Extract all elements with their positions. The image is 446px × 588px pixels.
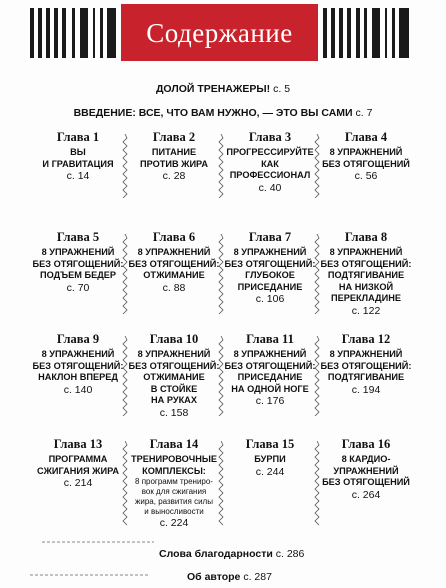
chapter-title-line: НАКЛОН ВПЕРЕД [38,372,118,382]
chapter-title-line: 8 УПРАЖНЕНИЙ [137,247,211,257]
column-divider [122,441,128,527]
toc-entry-chapter-13[interactable] [30,437,126,490]
chapter-title-line: ПРИСЕДАНИЕ [237,281,303,292]
chapter-title-line: ПОДТЯГИВАНИЕ [327,372,405,382]
chapter-title-line: БЕЗ ОТЯГОЩЕНИЙ: [224,360,316,371]
column-divider [122,336,128,416]
chapter-title-line: КОМПЛЕКСЫ: [142,465,206,476]
chapter-title-line: НА НИЗКОЙ [338,281,394,292]
chapter-page: с. 264 [351,488,381,501]
chapter-page: с. 224 [159,517,189,529]
chapter-title [318,147,414,170]
chapter-title-line: 8 УПРАЖНЕНИЙ [41,349,115,359]
toc-entry-about-author[interactable] [187,571,272,584]
chapter-page: с. 122 [351,304,381,317]
chapter-title-line: СЖИГАНИЯ ЖИРА [36,465,120,476]
chapter-title [222,247,318,293]
entry-page: с. 5 [273,83,291,95]
toc-entry-chapter-10[interactable] [126,332,222,420]
column-divider [218,441,224,527]
chapter-title-line: ПИТАНИЕ [151,147,197,157]
chapter-heading: Глава 8 [344,230,388,244]
entry-label: ВВЕДЕНИЕ: ВСЕ, ЧТО ВАМ НУЖНО, — ЭТО ВЫ САМИ [73,107,353,119]
chapter-title-line: 8 УПРАЖНЕНИЙ [233,247,307,257]
toc-entry-chapter-1[interactable] [30,130,126,183]
chapter-heading: Глава 9 [56,332,100,346]
toc-entry-chapter-7[interactable] [222,230,318,306]
chapter-subtitle-line: вок для сжигания [141,487,207,496]
toc-entry-chapter-14[interactable] [126,437,222,530]
toc-entry-foreword[interactable] [0,83,446,96]
column-divider [122,134,128,198]
chapter-heading: Глава 13 [53,437,103,451]
chapter-page: с. 88 [162,281,186,294]
column-divider [218,336,224,416]
entry-page: с. 7 [355,107,373,119]
toc-entry-introduction[interactable] [0,107,446,120]
chapter-title-line: ПОДТЯГИВАНИЕ [327,270,405,280]
chapter-page: с. 28 [162,170,186,182]
chapter-heading: Глава 1 [56,130,100,144]
chapter-heading: Глава 5 [56,230,100,244]
chapter-title-line: БЕЗ ОТЯГОЩЕНИЙ: [320,258,412,269]
chapter-title-line: 8 УПРАЖНЕНИЙ [329,247,403,257]
chapter-title-line: 8 УПРАЖНЕНИЙ [329,349,403,359]
chapter-title-line: ПОДЪЕМ БЕДЕР [39,270,117,280]
chapter-title-line: 8 КАРДИО- [341,454,391,464]
chapter-title-line: БЕЗ ОТЯГОЩЕНИЙ: [128,360,220,371]
chapter-title [222,349,318,395]
chapter-title-line: ГЛУБОКОЕ [245,270,295,280]
chapter-subtitle [126,477,222,517]
chapter-title-line: БЕЗ ОТЯГОЩЕНИЙ [322,477,410,487]
toc-entry-chapter-6[interactable] [126,230,222,295]
chapter-title [126,454,222,477]
chapter-title-line: БЕЗ ОТЯГОЩЕНИЙ: [320,360,412,371]
chapter-title-line: ПРОГРЕССИРУЙТЕ [226,147,314,157]
chapter-title [30,349,126,384]
chapter-title-line: УПРАЖНЕНИЙ [333,465,399,476]
chapter-title-line: 8 УПРАЖНЕНИЙ [233,349,307,359]
chapter-title-line: БЕЗ ОТЯГОЩЕНИЙ [322,158,410,169]
chapter-title-line: БЕЗ ОТЯГОЩЕНИЙ: [128,258,220,269]
chapter-heading: Глава 7 [248,230,292,244]
column-divider [122,234,128,316]
chapter-title-line: ПРОТИВ ЖИРА [139,158,209,169]
chapter-subtitle-line: жира, развития силы [135,497,213,506]
chapter-title-line: В СТОЙКЕ [150,383,198,394]
chapter-heading: Глава 6 [152,230,196,244]
chapter-title [222,147,318,182]
toc-entry-chapter-4[interactable] [318,130,414,183]
chapter-heading: Глава 11 [246,332,294,346]
chapter-heading: Глава 16 [341,437,391,451]
decorative-rule [30,573,150,577]
toc-entry-chapter-2[interactable] [126,130,222,183]
toc-entry-chapter-8[interactable] [318,230,414,318]
column-divider [314,134,320,198]
chapter-title [30,147,126,170]
toc-entry-chapter-16[interactable] [318,437,414,502]
chapter-page: с. 214 [63,477,93,489]
chapter-page: с. 140 [63,383,93,396]
chapter-title-line: БЕЗ ОТЯГОЩЕНИЙ: [32,360,124,371]
chapter-page: с. 70 [66,281,90,294]
toc-entry-chapter-3[interactable] [222,130,318,195]
chapter-title-line: 8 УПРАЖНЕНИЙ [41,247,115,257]
chapter-title-line: ТРЕНИРОВОЧНЫЕ [130,454,218,464]
chapter-heading: Глава 10 [149,332,199,346]
entry-label: ДОЛОЙ ТРЕНАЖЕРЫ! [155,83,271,95]
chapter-title [318,247,414,305]
chapter-title-line: БЕЗ ОТЯГОЩЕНИЙ: [32,258,124,269]
entry-page: с. 286 [275,548,305,560]
chapter-title-line: НА ОДНОЙ НОГЕ [231,383,309,394]
chapter-title-line: КАК [261,158,279,169]
toc-entry-chapter-11[interactable] [222,332,318,408]
chapter-title-line: 8 УПРАЖНЕНИЙ [329,147,403,157]
entry-label: Слова благодарности [159,548,273,560]
chapter-page: с. 14 [66,170,90,182]
chapter-title-line: НА РУКАХ [151,395,197,405]
chapter-title [318,349,414,384]
chapter-page: с. 176 [255,395,285,407]
chapter-title [318,454,414,489]
chapter-heading: Глава 14 [149,437,199,451]
chapter-title-line: И ГРАВИТАЦИЯ [42,158,114,169]
chapter-title [30,454,126,477]
chapter-title [126,349,222,407]
chapter-title-line: ПРОГРАММА [48,454,108,464]
chapter-subtitle-line: и выносливости [144,507,204,516]
chapter-page: с. 106 [255,293,285,305]
column-divider [314,336,320,416]
chapter-page: с. 194 [351,383,381,396]
chapter-title-line: ОТЖИМАНИЕ [143,270,205,280]
chapter-heading: Глава 15 [245,437,295,451]
chapter-page: с. 40 [258,181,282,194]
toc-entry-acknowledgements[interactable] [159,548,304,561]
toc-entry-chapter-9[interactable] [30,332,126,397]
decorative-rule [42,540,154,544]
chapter-heading: Глава 3 [248,130,292,144]
chapter-title-line: ПЕРЕКЛАДИНЕ [331,293,401,303]
chapter-heading: Глава 4 [344,130,388,144]
chapter-title [30,247,126,282]
column-divider [218,134,224,198]
chapter-title [222,454,318,466]
chapter-title-line: ПРИСЕДАНИЕ [237,372,303,382]
chapter-title [126,247,222,282]
chapter-title [126,147,222,170]
chapter-title-line: ВЫ [70,147,86,157]
chapter-title-line: 8 УПРАЖНЕНИЙ [137,349,211,359]
chapter-page: с. 56 [354,170,378,182]
chapter-page: с. 244 [255,465,285,478]
chapter-title-line: ОТЖИМАНИЕ [143,372,205,382]
chapter-page: с. 158 [159,406,189,419]
chapter-heading: Глава 12 [341,332,391,346]
chapter-title-line: БУРПИ [254,454,286,464]
title-block [121,4,318,61]
chapter-title-line: БЕЗ ОТЯГОЩЕНИЙ: [224,258,316,269]
page-title: Содержание [146,18,293,48]
title-banner [0,0,446,62]
toc-entry-chapter-12[interactable] [318,332,414,397]
entry-page: с. 287 [243,571,272,583]
chapter-title-line: ПРОФЕССИОНАЛ [229,170,311,180]
column-divider [314,234,320,316]
toc-entry-chapter-15[interactable] [222,437,318,479]
chapter-heading: Глава 2 [152,130,196,144]
entry-label: Об авторе [187,571,241,583]
toc-entry-chapter-5[interactable] [30,230,126,295]
chapter-subtitle-line: 8 программ трениро- [135,477,213,486]
column-divider [314,441,320,527]
column-divider [218,234,224,316]
